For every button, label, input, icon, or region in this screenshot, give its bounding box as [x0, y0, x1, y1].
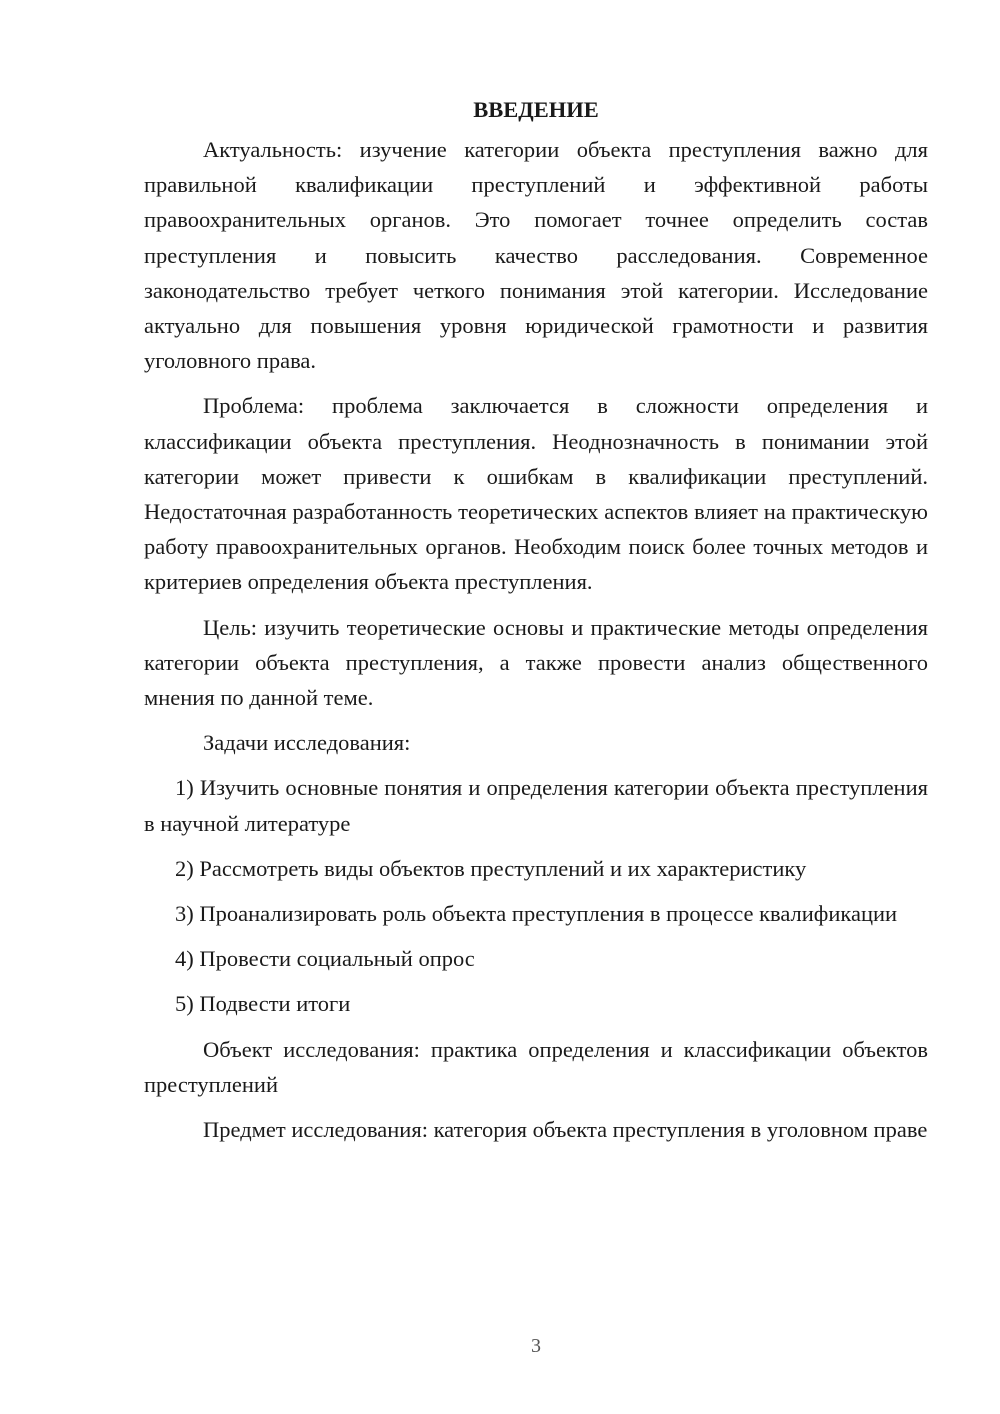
- page-number: 3: [531, 1335, 541, 1357]
- page-heading: ВВЕДЕНИЕ: [473, 97, 599, 122]
- page-content: [144, 92, 928, 1147]
- tasks-intro: Задачи исследования:: [203, 730, 411, 756]
- problem-paragraph: Проблема: проблема заключается в сложности определения и классификации объекта преступления. Неоднозначность в понимании этой категории может привести к ошибкам в квалификации преступлений. Недостаточная разработанность теоретических аспектов влияет на практическую работу правоохранительных органов. Необходим поиск более точных методов и критериев определения объекта преступления.: [144, 393, 928, 595]
- subject-paragraph: Предмет исследования: категория объекта преступления в уголовном праве: [203, 1117, 928, 1143]
- task-item: 4) Провести социальный опрос: [175, 946, 475, 972]
- task-item: 3) Проанализировать роль объекта преступления в процессе квалификации: [175, 901, 898, 927]
- goal-paragraph: Цель: изучить теоретические основы и практические методы определения категории объекта преступления, а также провести анализ общественного мнения по данной теме.: [144, 614, 928, 711]
- task-item: 2) Рассмотреть виды объектов преступлений и их характеристику: [175, 855, 807, 881]
- task-item: 5) Подвести итоги: [175, 991, 351, 1017]
- task-list: [144, 770, 928, 1021]
- task-item: 1) Изучить основные понятия и определения категории объекта преступления в научной литературе: [144, 775, 928, 836]
- object-paragraph: Объект исследования: практика определения и классификации объектов преступлений: [144, 1036, 928, 1097]
- relevance-paragraph: Актуальность: изучение категории объекта преступления важно для правильной квалификации преступлений и эффективной работы правоохранительных органов. Это помогает точнее определить состав преступления и повысить качество расследования. Современное законодательство требует четкого понимания этой категории. Исследование актуально для повышения уровня юридической грамотности и развития уголовного права.: [144, 137, 928, 374]
